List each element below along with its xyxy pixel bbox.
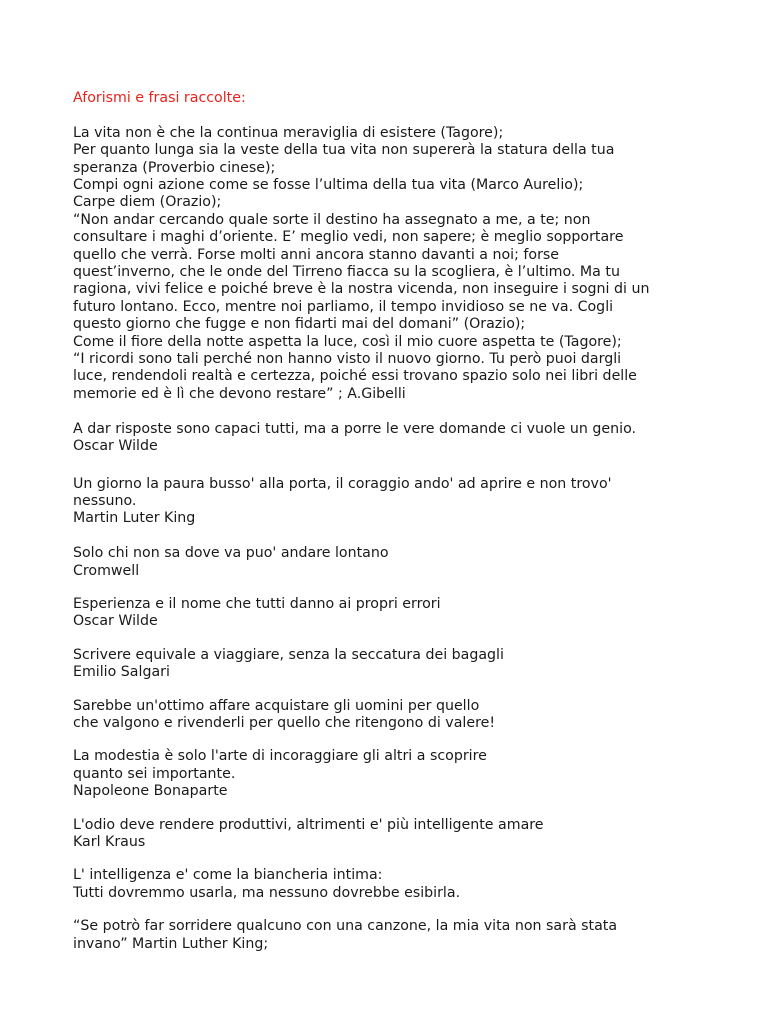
- quote-author: Emilio Salgari: [73, 664, 170, 681]
- quote-text: invano” Martin Luther King;: [73, 935, 269, 952]
- quote-block: [73, 476, 713, 528]
- document-page: [73, 90, 713, 970]
- quote-text: quanto sei importante.: [73, 765, 236, 782]
- text-line: ragiona, vivi felice e poiché breve è la nostra vicenda, non inseguire i sogni di un: [73, 281, 650, 298]
- quote-author: Oscar Wilde: [73, 613, 158, 630]
- quote-author: Martin Luter King: [73, 510, 196, 527]
- quote-text: L' intelligenza e' come la biancheria intima:: [73, 867, 383, 884]
- quote-text: Solo chi non sa dove va puo' andare lontano: [73, 545, 389, 562]
- quote-author: Napoleone Bonaparte: [73, 783, 228, 800]
- text-line: quest’inverno, che le onde del Tirreno fiacca su la scogliera, è l’ultimo. Ma tu: [73, 264, 620, 281]
- text-line: “Non andar cercando quale sorte il destino ha assegnato a me, a te; non: [73, 211, 591, 228]
- quote-text: A dar risposte sono capaci tutti, ma a porre le vere domande ci vuole un genio.: [73, 420, 637, 437]
- text-line: La vita non è che la continua meraviglia di esistere (Tagore);: [73, 124, 504, 141]
- quote-text: La modestia è solo l'arte di incoraggiare gli altri a scoprire: [73, 748, 487, 765]
- quote-author: Cromwell: [73, 562, 140, 579]
- quote-block: [73, 545, 713, 580]
- quote-block: [73, 867, 713, 902]
- quote-block: [73, 918, 713, 953]
- quote-text: Sarebbe un'ottimo affare acquistare gli uomini per quello: [73, 697, 480, 714]
- document-title: Aforismi e frasi raccolte:: [73, 90, 246, 106]
- text-line: Per quanto lunga sia la veste della tua vita non supererà la statura della tua: [73, 142, 615, 159]
- quote-text: Tutti dovremmo usarla, ma nessuno dovrebbe esibirla.: [73, 884, 461, 901]
- text-line: Compi ogni azione come se fosse l’ultima della tua vita (Marco Aurelio);: [73, 177, 584, 194]
- text-line: memorie ed è lì che devono restare” ; A.Gibelli: [73, 385, 406, 402]
- quote-text: Scrivere equivale a viaggiare, senza la seccatura dei bagagli: [73, 646, 504, 663]
- quote-text: Un giorno la paura busso' alla porta, il coraggio ando' ad aprire e non trovo': [73, 475, 612, 492]
- quote-text: nessuno.: [73, 492, 137, 509]
- text-line: quello che verrà. Forse molti anni ancora stanno davanti a noi; forse: [73, 246, 560, 263]
- quote-block: [73, 596, 713, 631]
- quote-block: [73, 647, 713, 682]
- text-line: luce, rendendoli realtà e certezza, poiché essi trovano spazio solo nei libri delle: [73, 368, 637, 385]
- quote-block: [73, 698, 713, 733]
- text-line: Come il fiore della notte aspetta la luce, così il mio cuore aspetta te (Tagore);: [73, 333, 622, 350]
- quote-author: Oscar Wilde: [73, 438, 158, 455]
- text-line: “I ricordi sono tali perché non hanno visto il nuovo giorno. Tu però puoi dargli: [73, 351, 622, 368]
- quote-text: L'odio deve rendere produttivi, altrimenti e' più intelligente amare: [73, 816, 544, 833]
- text-line: futuro lontano. Ecco, mentre noi parliamo, il tempo invidioso se ne va. Cogli: [73, 298, 614, 315]
- quote-text: “Se potrò far sorridere qualcuno con una canzone, la mia vita non sarà stata: [73, 918, 618, 935]
- quote-text: Esperienza e il nome che tutti danno ai propri errori: [73, 595, 441, 612]
- quote-block: [73, 748, 713, 800]
- text-line: questo giorno che fugge e non fidarti mai del domani” (Orazio);: [73, 316, 526, 333]
- text-line: speranza (Proverbio cinese);: [73, 159, 276, 176]
- quotes-intro-block: [73, 125, 713, 404]
- quote-author: Karl Kraus: [73, 833, 146, 850]
- text-line: consultare i maghi d’oriente. E’ meglio vedi, non sapere; è meglio sopportare: [73, 229, 624, 246]
- quote-block: [73, 421, 713, 456]
- text-line: Carpe diem (Orazio);: [73, 194, 222, 211]
- quote-text: che valgono e rivenderli per quello che ritengono di valere!: [73, 714, 496, 731]
- quote-block: [73, 817, 713, 852]
